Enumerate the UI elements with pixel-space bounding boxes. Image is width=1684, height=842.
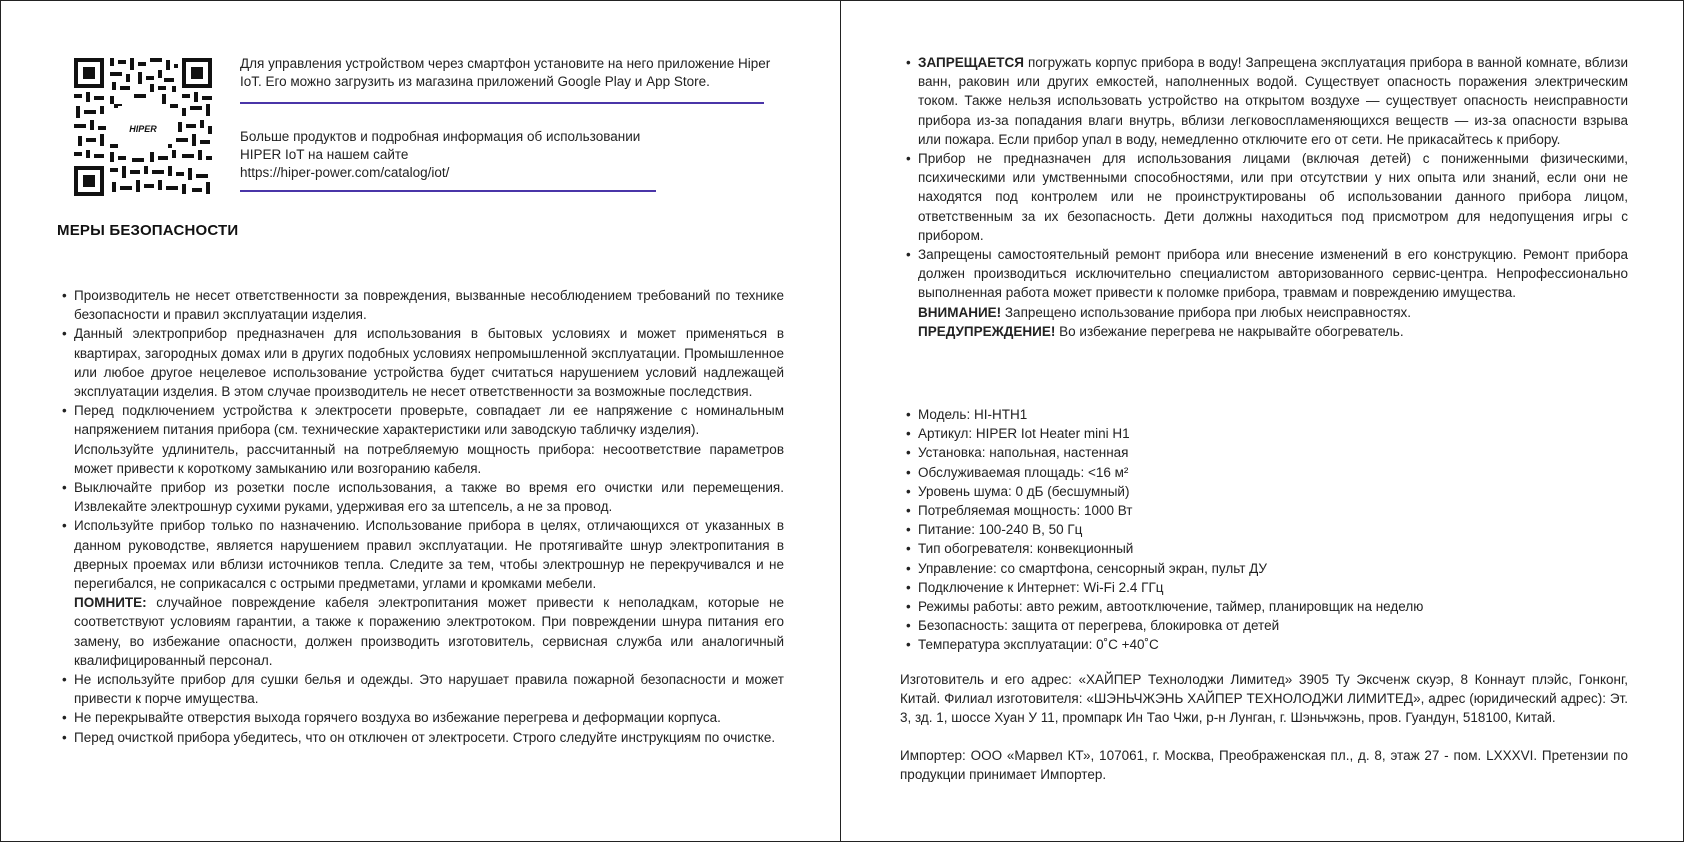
page-divider xyxy=(840,0,841,842)
safety-item: • Выключайте прибор из розетки после использования, а также во время его очистки или перемещения. Извлекайте электрошнур сухими руками, удерживая его за штепсель, а не за провод. xyxy=(62,478,784,516)
app-install-paragraph: Для управления устройством через смартфон установите на него приложение Hiper IoT. Его можно загрузить из магазина приложений Google Play и App Store. xyxy=(240,56,771,89)
qr-logo-text: HIPER xyxy=(129,124,157,134)
attention-note xyxy=(906,303,1628,322)
safety-heading: МЕРЫ БЕЗОПАСНОСТИ xyxy=(57,222,239,239)
spec-item: • Режимы работы: авто режим, автоотключение, таймер, планировщик на неделю xyxy=(906,597,1628,616)
safety-item: • Данный электроприбор предназначен для использования в бытовых условиях и может применяться в квартирах, загородных домах или в других подобных условиях непромышленной эксплуатации. Промышленное или любое другое нецелевое использование устройства будет считаться нарушением условий надлежащей эксплуатации изделия. В этом случае производитель не несет ответственности за возможные последствия. xyxy=(62,324,784,401)
attention-label: ВНИМАНИЕ! xyxy=(918,304,1002,320)
spec-item: • Артикул: HIPER Iot Heater mini H1 xyxy=(906,424,1628,443)
remember-text: случайное повреждение кабеля электропитания может привести к неполадкам, которые не соответствуют условиям гарантии, а также к поражению электротоком. При повреждении шнура питания его замену, во избежание опасности, должен производить изготовитель, сервисная служба или аналогичный квалифицированный персонал. xyxy=(74,595,784,668)
caution-text: Во избежание перегрева не накрывайте обогреватель. xyxy=(1055,323,1404,339)
caution-label: ПРЕДУПРЕЖДЕНИЕ! xyxy=(918,323,1056,339)
safety-item: • Перед очисткой прибора убедитесь, что он отключен от электросети. Строго следуйте инструкциям по очистке. xyxy=(62,728,784,747)
spec-item: • Подключение к Интернет: Wi-Fi 2.4 ГГц xyxy=(906,578,1628,597)
warnings-list xyxy=(906,53,1628,341)
safety-list-left xyxy=(62,286,784,747)
specs-list xyxy=(906,405,1628,655)
safety-item: • Не используйте прибор для сушки белья и одежды. Это нарушает правила пожарной безопасности и может привести к порче имущества. xyxy=(62,670,784,708)
manufacturer-text: Изготовитель и его адрес: «ХАЙПЕР Технолоджи Лимитед» 3905 Ту Эксченж скуэр, 8 Коннаут плэйс, Гонконг, Китай. Филиал изготовителя: «ШЭНЬЧЖЭНЬ ХАЙПЕР ТЕХНОЛОДЖИ ЛИМИТЕД», адрес (юридический адрес): Эт. 3, зд. 1, шоссе Хуан У 11, промпарк Ин Тао Чжи, р-н Лунган, г. Шэньчжэнь, пров. Гуандун, 518100, Китай. xyxy=(900,672,1628,726)
spec-item: • Установка: напольная, настенная xyxy=(906,443,1628,462)
water-warning xyxy=(906,53,1628,149)
remember-label: ПОМНИТЕ: xyxy=(74,595,147,611)
safety-item: • Производитель не несет ответственности за повреждения, вызванные несоблюдением требований по технике безопасности и правил эксплуатации изделия. xyxy=(62,286,784,324)
spec-item: • Модель: HI-HTH1 xyxy=(906,405,1628,424)
safety-item: • Перед подключением устройства к электросети проверьте, совпадает ли ее напряжение с номинальным напряжением питания прибора (см. технические характеристики или заводскую табличку изделия). xyxy=(62,401,784,439)
water-warning-label: ЗАПРЕЩАЕТСЯ xyxy=(918,55,1024,70)
more-info-line-1: Больше продуктов и подробная информация об использовании xyxy=(240,129,641,144)
safety-item: • Не перекрывайте отверстия выхода горячего воздуха во избежание перегрева и деформации корпуса. xyxy=(62,708,784,727)
manufacturer-block xyxy=(900,670,1628,728)
importer-text: Импортер: ООО «Марвел КТ», 107061, г. Москва, Преображенская пл., д. 8, этаж 27 - пом. LXXXVI. Претензии по продукции принимает Импортер. xyxy=(900,748,1628,783)
app-install-text xyxy=(240,55,780,91)
spec-item: • Управление: со смартфона, сенсорный экран, пульт ДУ xyxy=(906,559,1628,578)
remember-note xyxy=(62,593,784,670)
extension-note: Используйте удлинитель, рассчитанный на потребляемую мощность прибора: несоответствие параметров может привести к короткому замыканию или возгоранию кабеля. xyxy=(74,441,784,476)
spec-item: • Потребляемая мощность: 1000 Вт xyxy=(906,501,1628,520)
safety-item: • Используйте прибор только по назначению. Использование прибора в целях, отличающихся от указанных в данном руководстве, является нарушением правил эксплуатации. Не протягивайте шнур электропитания в дверных проемах или вблизи источников тепла. Следите за тем, чтобы электрошнур не перекручивался и не перегибался, не соприкасался с острыми предметами, углами и кромками мебели. xyxy=(62,516,784,593)
spec-item: • Обслуживаемая площадь: <16 м² xyxy=(906,463,1628,482)
caution-note xyxy=(906,322,1628,341)
spec-item: • Уровень шума: 0 дБ (бесшумный) xyxy=(906,482,1628,501)
spec-item: • Тип обогревателя: конвекционный xyxy=(906,539,1628,558)
underline-1 xyxy=(240,102,764,104)
importer-block xyxy=(900,746,1628,784)
more-info-text xyxy=(240,128,780,182)
repair-warning: • Запрещены самостоятельный ремонт прибора или внесение изменений в его конструкцию. Ремонт прибора должен производиться исключительно специалистом авторизованного сервис-центра. Непрофессионально выполненная работа может привести к поломке прибора, травмам и повреждению имущества. xyxy=(906,245,1628,303)
qr-code[interactable] xyxy=(74,58,212,196)
water-warning-text: погружать корпус прибора в воду! Запрещена эксплуатация прибора в ванной комнате, вблизи ванн, раковин или других емкостей, наполненных водой. Существует опасность поражения электрическим током. Также нельзя использовать устройство на открытом воздухе — существует опасность неисправности прибора из-за попадания влаги внутрь, вблизи легковоспламеняющихся веществ — из-за опасности взрыва или пожара. Если прибор упал в воду, немедленно отключите его от сети. Не прикасайтесь к прибору. xyxy=(918,55,1628,147)
website-link[interactable]: https://hiper-power.com/catalog/iot/ xyxy=(240,165,450,180)
more-info-line-2: HIPER IoT на нашем сайте xyxy=(240,147,409,162)
spec-item: • Безопасность: защита от перегрева, блокировка от детей xyxy=(906,616,1628,635)
attention-text: Запрещено использование прибора при любых неисправностях. xyxy=(1001,304,1412,320)
underline-2 xyxy=(240,190,656,192)
spec-item: • Питание: 100-240 В, 50 Гц xyxy=(906,520,1628,539)
persons-warning: • Прибор не предназначен для использования лицами (включая детей) с пониженными физическими, психическими или умственными способностями, или при отсутствии у них опыта или знаний, если они не находятся под контролем или не проинструктированы об использовании данного прибора лицом, ответственным за их безопасность. Дети должны находиться под присмотром для недопущения игры с прибором. xyxy=(906,149,1628,245)
spec-item: • Температура эксплуатации: 0˚С +40˚С xyxy=(906,635,1628,654)
